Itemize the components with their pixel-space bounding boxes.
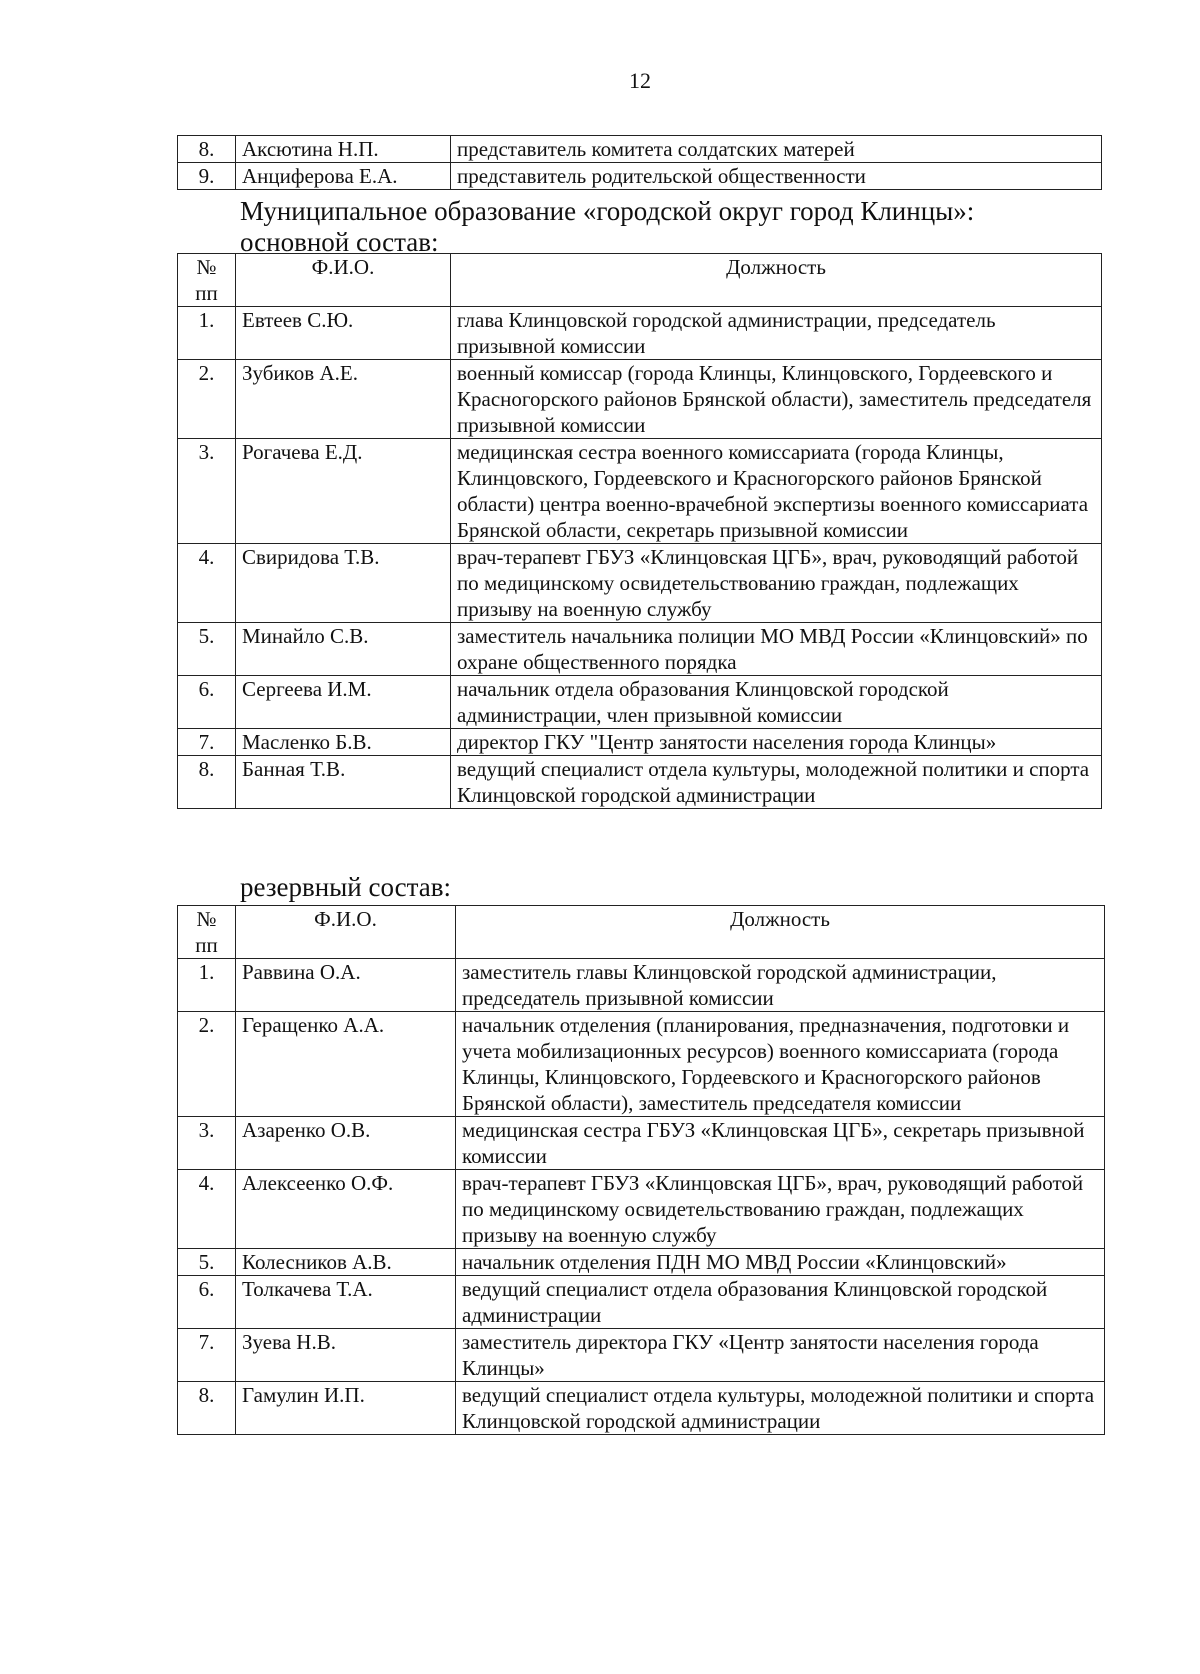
table-row — [178, 729, 1102, 756]
person-name: Геращенко А.А. — [236, 1012, 456, 1117]
table-row — [178, 163, 1102, 190]
table-row — [178, 544, 1102, 623]
person-name: Гамулин И.П. — [236, 1382, 456, 1435]
row-number: 3. — [178, 1117, 236, 1170]
column-header-position: Должность — [451, 254, 1102, 307]
person-name: Алексеенко О.Ф. — [236, 1170, 456, 1249]
table-row — [178, 676, 1102, 729]
table-header-row — [178, 906, 1105, 959]
person-name: Колесников А.В. — [236, 1249, 456, 1276]
table-row — [178, 1170, 1105, 1249]
person-position: заместитель директора ГКУ «Центр занятости населения города Клинцы» — [456, 1329, 1105, 1382]
column-header-number-line1: № — [196, 255, 217, 279]
person-name: Банная Т.В. — [236, 756, 451, 809]
person-position: врач-терапевт ГБУЗ «Клинцовская ЦГБ», врач, руководящий работой по медицинскому освидетельствованию граждан, подлежащих призыву на военную службу — [456, 1170, 1105, 1249]
row-number: 1. — [178, 307, 236, 360]
person-position: ведущий специалист отдела образования Клинцовской городской администрации — [456, 1276, 1105, 1329]
person-name: Минайло С.В. — [236, 623, 451, 676]
row-number: 3. — [178, 439, 236, 544]
person-name: Масленко Б.В. — [236, 729, 451, 756]
reserve-composition-table — [177, 905, 1105, 1435]
person-position: заместитель главы Клинцовской городской администрации, председатель призывной комиссии — [456, 959, 1105, 1012]
person-name: Аксютина Н.П. — [236, 136, 451, 163]
person-position: начальник отделения (планирования, предназначения, подготовки и учета мобилизационных ресурсов) военного комиссариата (города Клинцы, Клинцовского, Гордеевского и Красногорского районов Брянской области), заместитель председателя комиссии — [456, 1012, 1105, 1117]
column-header-position: Должность — [456, 906, 1105, 959]
row-number: 5. — [178, 623, 236, 676]
person-name: Азаренко О.В. — [236, 1117, 456, 1170]
column-header-number-line2: пп — [195, 281, 218, 305]
section-title: Муниципальное образование «городской округ город Клинцы»: — [240, 196, 975, 226]
main-composition-label: основной состав: — [240, 227, 439, 257]
row-number: 5. — [178, 1249, 236, 1276]
table-row — [178, 1117, 1105, 1170]
person-name: Свиридова Т.В. — [236, 544, 451, 623]
row-number: 4. — [178, 544, 236, 623]
row-number: 7. — [178, 1329, 236, 1382]
person-position: врач-терапевт ГБУЗ «Клинцовская ЦГБ», врач, руководящий работой по медицинскому освидетельствованию граждан, подлежащих призыву на военную службу — [451, 544, 1102, 623]
row-number: 1. — [178, 959, 236, 1012]
row-number: 9. — [178, 163, 236, 190]
person-name: Зубиков А.Е. — [236, 360, 451, 439]
row-number: 2. — [178, 360, 236, 439]
person-name: Евтеев С.Ю. — [236, 307, 451, 360]
person-name: Рогачева Е.Д. — [236, 439, 451, 544]
column-header-number — [178, 254, 236, 307]
table-row — [178, 756, 1102, 809]
row-number: 7. — [178, 729, 236, 756]
reserve-composition-label: резервный состав: — [240, 872, 452, 902]
person-position: представитель родительской общественности — [451, 163, 1102, 190]
page-number: 12 — [629, 68, 651, 93]
column-header-number — [178, 906, 236, 959]
person-position: ведущий специалист отдела культуры, молодежной политики и спорта Клинцовской городской администрации — [456, 1382, 1105, 1435]
column-header-name: Ф.И.О. — [236, 254, 451, 307]
person-name: Раввина О.А. — [236, 959, 456, 1012]
table-row — [178, 1249, 1105, 1276]
table-row — [178, 1276, 1105, 1329]
row-number: 8. — [178, 136, 236, 163]
table-header-row — [178, 254, 1102, 307]
column-header-number-line1: № — [196, 907, 217, 931]
person-position: ведущий специалист отдела культуры, молодежной политики и спорта Клинцовской городской администрации — [451, 756, 1102, 809]
person-name: Зуева Н.В. — [236, 1329, 456, 1382]
table-row — [178, 136, 1102, 163]
table-row — [178, 1382, 1105, 1435]
table-row — [178, 959, 1105, 1012]
column-header-number-line2: пп — [195, 933, 218, 957]
row-number: 8. — [178, 756, 236, 809]
row-number: 6. — [178, 676, 236, 729]
person-position: медицинская сестра ГБУЗ «Клинцовская ЦГБ», секретарь призывной комиссии — [456, 1117, 1105, 1170]
person-position: начальник отделения ПДН МО МВД России «Клинцовский» — [456, 1249, 1105, 1276]
table-row — [178, 623, 1102, 676]
person-name: Толкачева Т.А. — [236, 1276, 456, 1329]
row-number: 8. — [178, 1382, 236, 1435]
person-position: представитель комитета солдатских матерей — [451, 136, 1102, 163]
person-name: Анциферова Е.А. — [236, 163, 451, 190]
table-row — [178, 1329, 1105, 1382]
person-position: заместитель начальника полиции МО МВД России «Клинцовский» по охране общественного порядка — [451, 623, 1102, 676]
row-number: 6. — [178, 1276, 236, 1329]
column-header-name: Ф.И.О. — [236, 906, 456, 959]
previous-list-table — [177, 135, 1102, 190]
person-position: военный комиссар (города Клинцы, Клинцовского, Гордеевского и Красногорского районов Брянской области), заместитель председателя призывной комиссии — [451, 360, 1102, 439]
person-position: медицинская сестра военного комиссариата (города Клинцы, Клинцовского, Гордеевского и Красногорского районов Брянской области) центра военно-врачебной экспертизы военного комиссариата Брянской области, секретарь призывной комиссии — [451, 439, 1102, 544]
person-position: глава Клинцовской городской администрации, председатель призывной комиссии — [451, 307, 1102, 360]
main-composition-table — [177, 253, 1102, 809]
person-position: начальник отдела образования Клинцовской городской администрации, член призывной комиссии — [451, 676, 1102, 729]
table-row — [178, 360, 1102, 439]
table-row — [178, 439, 1102, 544]
table-row — [178, 307, 1102, 360]
table-row — [178, 1012, 1105, 1117]
person-name: Сергеева И.М. — [236, 676, 451, 729]
row-number: 4. — [178, 1170, 236, 1249]
row-number: 2. — [178, 1012, 236, 1117]
person-position: директор ГКУ "Центр занятости населения города Клинцы» — [451, 729, 1102, 756]
